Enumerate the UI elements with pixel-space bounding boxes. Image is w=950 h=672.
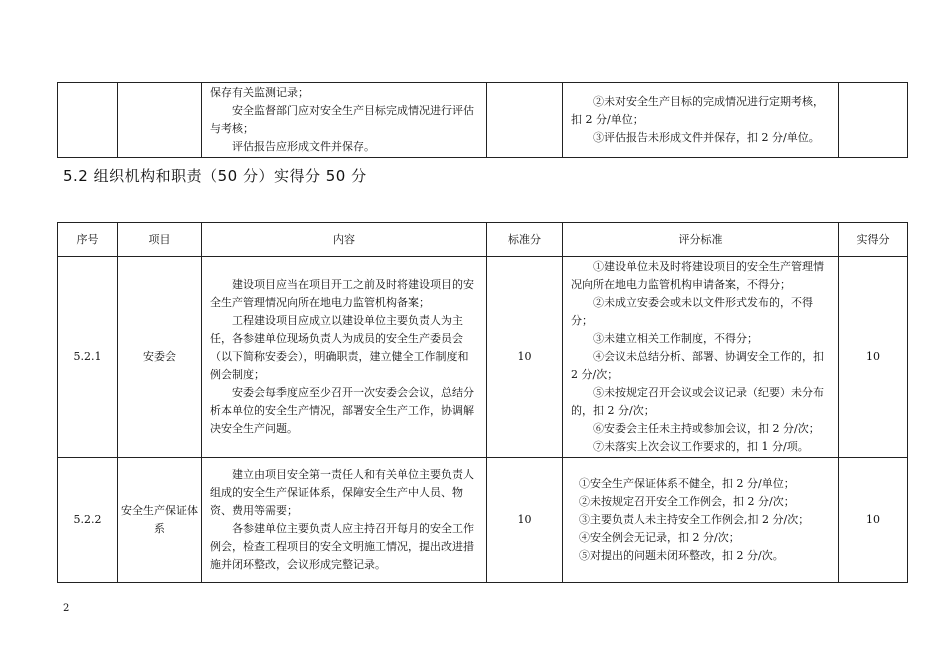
- item-cell: 安委会: [118, 257, 202, 458]
- content-paragraph: 建设项目应当在项目开工之前及时将建设项目的安全生产管理情况向所在地电力监管机构备案；: [210, 278, 474, 309]
- seq-cell: [58, 83, 118, 158]
- header-standard: 标准分: [487, 223, 563, 257]
- criteria-line: ①建设单位未及时将建设项目的安全生产管理情况向所在地电力监管机构申请备案，不得分；: [571, 260, 824, 291]
- table-row: [58, 257, 908, 458]
- actual-cell: [839, 83, 908, 158]
- page-number: 2: [63, 603, 70, 614]
- content-paragraph: 工程建设项目应成立以建设单位主要负责人为主任，各参建单位现场负责人为成员的安全生产委员会（以下简称安委会），明确职责，建立健全工作制度和例会制度；: [210, 314, 469, 381]
- actual-cell: 10: [839, 458, 908, 583]
- criteria-line: ⑤对提出的问题未闭环整改，扣 2 分/次。: [579, 549, 784, 562]
- section-heading: 5.2 组织机构和职责（50 分）实得分 50 分: [63, 167, 367, 185]
- content-line: 保存有关监测记录；: [210, 86, 309, 99]
- header-seq: 序号: [58, 223, 118, 257]
- content-paragraph: 建立由项目安全第一责任人和有关单位主要负责人组成的安全生产保证体系，保障安全生产中人员、物资、费用等需要；: [210, 468, 474, 517]
- criteria-cell: [563, 83, 839, 158]
- criteria-line: ③主要负责人未主持安全工作例会,扣 2 分/次；: [579, 513, 810, 526]
- seq-cell: 5.2.1: [58, 257, 118, 458]
- item-cell: 安全生产保证体系: [118, 458, 202, 583]
- criteria-line: ③未建立相关工作制度，不得分；: [593, 332, 758, 345]
- header-content: 内容: [202, 223, 487, 257]
- criteria-line: ⑤未按规定召开会议或会议记录（纪要）未分布的，扣 2 分/次；: [571, 386, 824, 417]
- header-actual: 实得分: [839, 223, 908, 257]
- item-cell: [118, 83, 202, 158]
- criteria-line: ②未按规定召开安全工作例会，扣 2 分/次；: [579, 495, 795, 508]
- content-cell: [202, 83, 487, 158]
- criteria-line: ⑦未落实上次会议工作要求的，扣 1 分/项。: [593, 440, 809, 453]
- header-item: 项目: [118, 223, 202, 257]
- criteria-line: ③评估报告未形成文件并保存，扣 2 分/单位。: [593, 131, 820, 144]
- content-cell: [202, 458, 487, 583]
- criteria-line: ②未对安全生产目标的完成情况进行定期考核，扣 2 分/单位；: [571, 95, 824, 126]
- criteria-line: ①安全生产保证体系不健全，扣 2 分/单位；: [579, 477, 795, 490]
- content-line: 安全监督部门应对安全生产目标完成情况进行评估与考核；: [210, 104, 474, 135]
- actual-cell: 10: [839, 257, 908, 458]
- seq-cell: 5.2.2: [58, 458, 118, 583]
- criteria-line: ⑥安委会主任未主持或参加会议，扣 2 分/次；: [593, 422, 820, 435]
- criteria-line: ④会议未总结分析、部署、协调安全工作的，扣 2 分/次；: [571, 350, 824, 381]
- scoring-table: [57, 222, 908, 583]
- criteria-line: ④安全例会无记录，扣 2 分/次；: [579, 531, 740, 544]
- criteria-line: ②未成立安委会或未以文件形式发布的，不得分；: [571, 296, 813, 327]
- table-row: [58, 83, 908, 158]
- header-row: [58, 223, 908, 257]
- standard-cell: [487, 83, 563, 158]
- standard-cell: 10: [487, 458, 563, 583]
- header-criteria: 评分标准: [563, 223, 839, 257]
- content-cell: [202, 257, 487, 458]
- content-paragraph: 各参建单位主要负责人应主持召开每月的安全工作例会，检查工程项目的安全文明施工情况，提出改进措施并闭环整改，会议形成完整记录。: [210, 522, 474, 571]
- table-row: [58, 458, 908, 583]
- criteria-cell: [563, 458, 839, 583]
- standard-cell: 10: [487, 257, 563, 458]
- content-line: 评估报告应形成文件并保存。: [232, 140, 375, 153]
- continuation-table: [57, 82, 908, 158]
- criteria-cell: [563, 257, 839, 458]
- content-paragraph: 安委会每季度应至少召开一次安委会会议，总结分析本单位的安全生产情况，部署安全生产工作，协调解决安全生产问题。: [210, 386, 474, 435]
